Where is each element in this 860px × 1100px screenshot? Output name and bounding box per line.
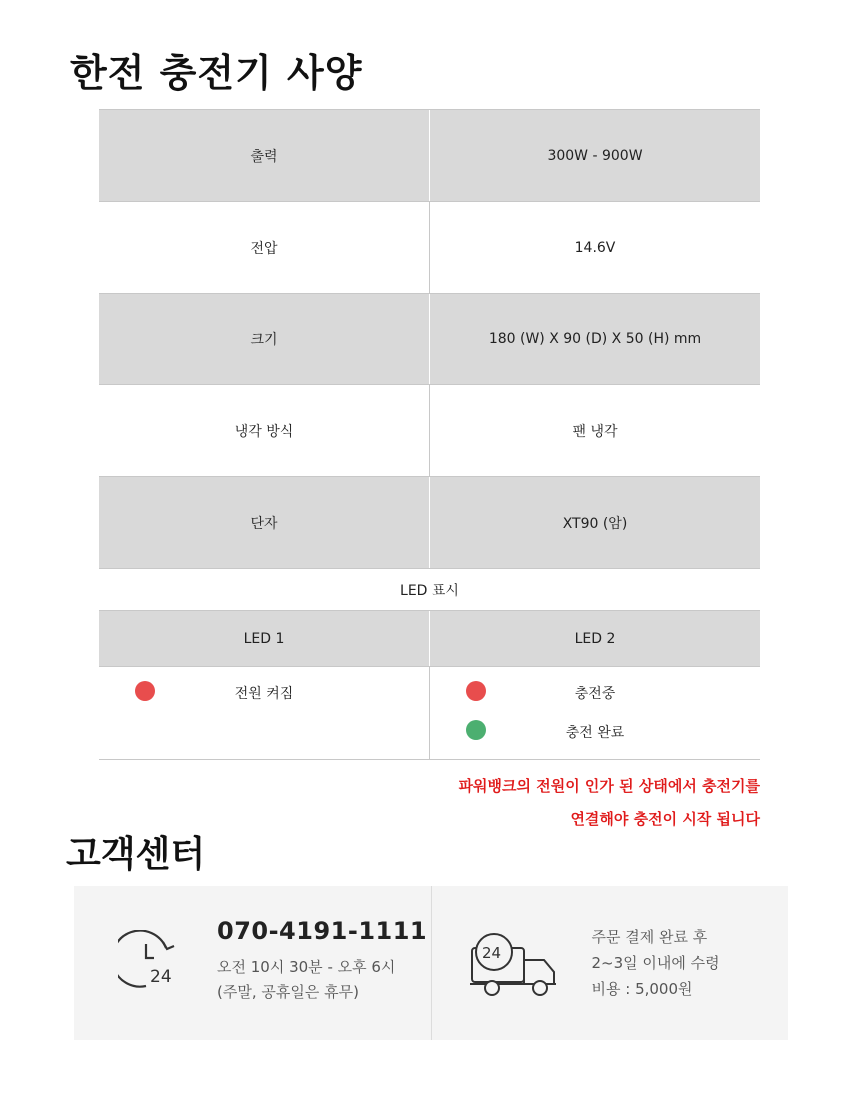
spec-label: 출력 bbox=[99, 110, 430, 201]
spec-value: 300W - 900W bbox=[547, 147, 643, 164]
spec-row-terminal bbox=[99, 477, 760, 569]
spec-row-size bbox=[99, 294, 760, 385]
led-display-header: LED 표시 bbox=[400, 582, 459, 599]
spec-value: 180 (W) X 90 (D) X 50 (H) mm bbox=[488, 331, 702, 347]
shipping-panel bbox=[432, 886, 789, 1040]
led-status-label: 충전 완료 bbox=[565, 725, 625, 741]
clock-24-icon bbox=[118, 930, 188, 992]
shipping-fee: 비용 : 5,000원 bbox=[591, 980, 693, 998]
page-title: 한전 충전기 사양 bbox=[70, 51, 363, 95]
holiday-note: (주말, 공휴일은 휴무) bbox=[217, 983, 359, 1001]
delivery-truck-icon bbox=[468, 930, 562, 1000]
customer-center-title: 고객센터 bbox=[66, 834, 206, 875]
spec-row-cooling bbox=[99, 385, 760, 477]
business-hours: 오전 10시 30분 - 오후 6시 bbox=[217, 958, 396, 976]
spec-label: 냉각 방식 bbox=[99, 385, 430, 476]
led-status-item bbox=[99, 681, 429, 727]
clock-24-label: 24 bbox=[150, 967, 172, 987]
shipping-info-line: 2~3일 이내에 수령 bbox=[591, 954, 720, 972]
led-display-header-row bbox=[99, 569, 760, 611]
led-column-header-row bbox=[99, 611, 760, 667]
notice-line: 파워뱅크의 전원이 인가 된 상태에서 충전기를 bbox=[458, 777, 760, 795]
led-status-label: 충전중 bbox=[574, 686, 616, 702]
spec-value: 14.6V bbox=[574, 239, 616, 256]
led-status-item bbox=[430, 681, 760, 720]
led-status-label: 전원 켜짐 bbox=[234, 686, 294, 702]
spec-label: 크기 bbox=[99, 294, 430, 384]
spec-value: 팬 냉각 bbox=[572, 423, 618, 440]
led-status-item bbox=[430, 720, 760, 759]
led1-header: LED 1 bbox=[99, 611, 430, 666]
led-status-row bbox=[99, 667, 760, 759]
phone-number[interactable]: 070-4191-1111 bbox=[217, 917, 428, 945]
customer-center-box bbox=[74, 886, 788, 1040]
led2-status-cell bbox=[430, 667, 760, 759]
spec-table bbox=[99, 109, 760, 760]
spec-value: XT90 (암) bbox=[562, 515, 628, 532]
contact-panel bbox=[74, 886, 432, 1040]
spec-label: 전압 bbox=[99, 202, 430, 293]
spec-row-output bbox=[99, 110, 760, 202]
led1-status-cell bbox=[99, 667, 430, 759]
charging-notice bbox=[459, 770, 760, 836]
notice-line: 연결해야 충전이 시작 됩니다 bbox=[570, 810, 760, 828]
spec-row-voltage bbox=[99, 202, 760, 294]
shipping-info-line: 주문 결제 완료 후 bbox=[591, 928, 708, 946]
truck-24-label: 24 bbox=[481, 944, 501, 962]
led2-header: LED 2 bbox=[574, 630, 616, 647]
spec-label: 단자 bbox=[99, 477, 430, 568]
